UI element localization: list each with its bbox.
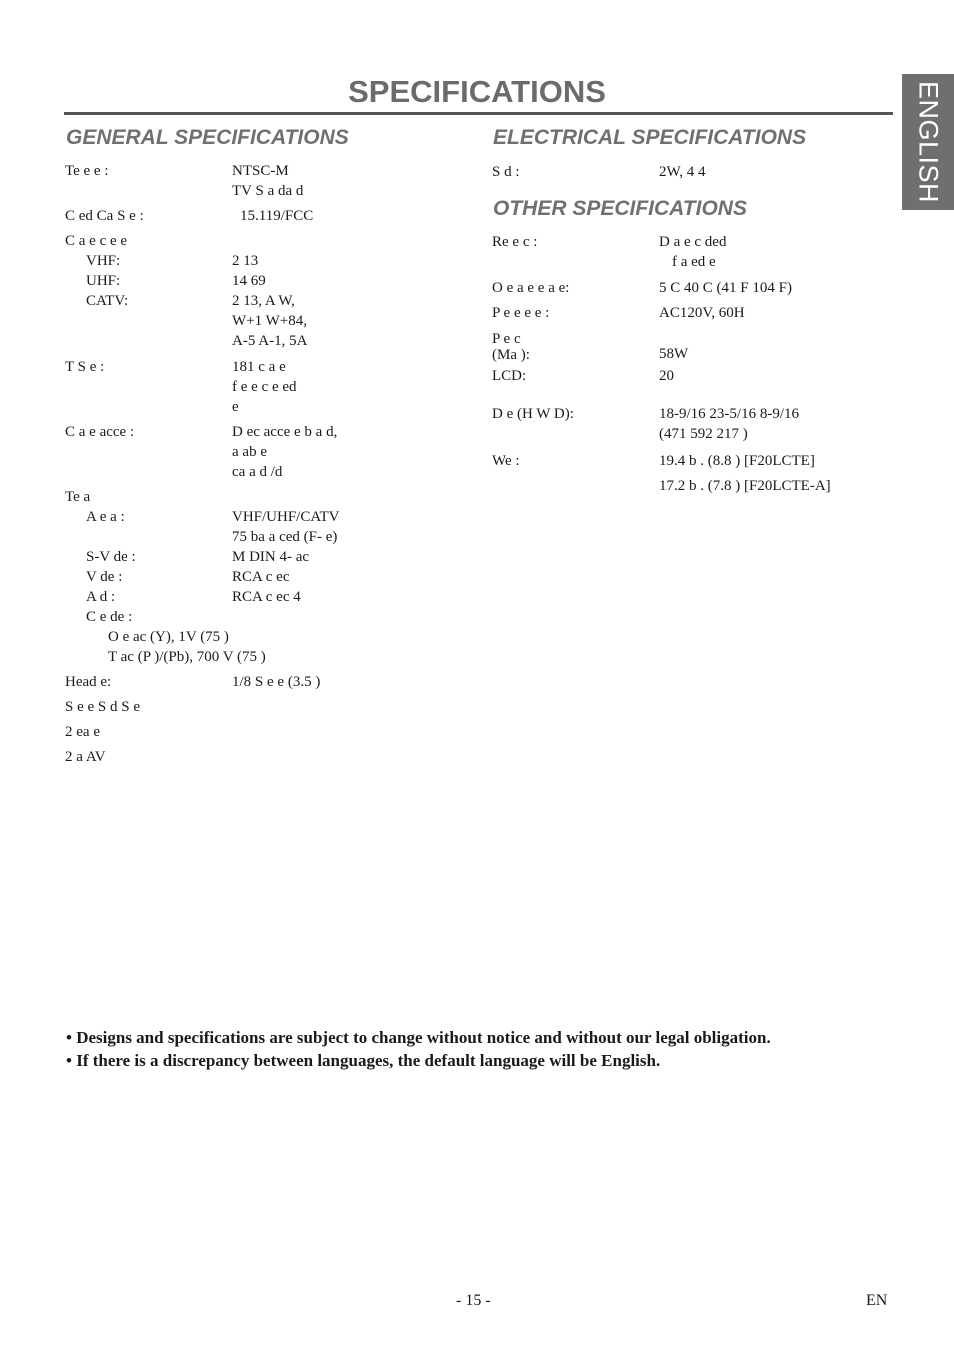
spec-label: Head e: [65,674,112,690]
page-title: SPECIFICATIONS [348,74,606,109]
other-specs-heading: OTHER SPECIFICATIONS [493,197,747,220]
notes-block [66,1026,771,1072]
language-side-tab-label: ENGLISH [913,80,944,204]
spec-value: D a e c ded [659,234,727,250]
spec-label: C a e c e e [65,233,128,249]
spec-label: UHF: [86,273,121,289]
spec-label: S-V de : [86,549,136,565]
spec-value: 18-9/16 23-5/16 8-9/16 [659,406,799,422]
general-specs-heading: GENERAL SPECIFICATIONS [66,126,349,149]
spec-label: C a e acce : [65,424,135,440]
spec-value: 19.4 b . (8.8 ) [F20LCTE] [659,453,815,469]
spec-value: 2 13 [232,253,259,269]
spec-value: 2 13, A W, [232,293,295,309]
note-design-change: • Designs and specifications are subject to change without notice and without our legal obligation. [66,1028,771,1047]
spec-label: 2 a AV [65,749,106,765]
spec-label: VHF: [86,253,121,269]
spec-label: (Ma ): [492,347,530,363]
spec-value: (471 592 217 ) [659,426,748,442]
spec-label: 2 ea e [65,724,100,740]
language-code: EN [866,1292,888,1309]
spec-value: 1/8 S e e (3.5 ) [232,674,321,690]
spec-value: f e e c e ed [232,379,297,395]
spec-label: LCD: [492,368,527,384]
spec-label: T S e : [65,359,105,375]
spec-value: f a ed e [672,254,716,270]
spec-value: e [232,399,239,415]
spec-value: 14 69 [232,273,266,289]
spec-value: 20 [659,368,674,384]
spec-value: M DIN 4- ac [232,549,310,565]
spec-value: 2W, 4 4 [659,164,706,180]
spec-value: RCA c ec 4 [232,589,301,605]
spec-label: O e ac (Y), 1V (75 ) [108,629,229,645]
spec-label: V de : [86,569,123,585]
spec-value: 181 c a e [232,359,286,375]
spec-value: ca a d /d [232,464,283,480]
spec-value: NTSC-M [232,163,289,179]
spec-value: 5 C 40 C (41 F 104 F) [659,280,792,296]
spec-label: P e e e e : [492,305,550,321]
spec-label: P e c [492,331,521,347]
spec-label: CATV: [86,293,129,309]
electrical-specs-heading: ELECTRICAL SPECIFICATIONS [493,126,807,149]
title-rule [64,112,893,115]
note-language-discrepancy: • If there is a discrepancy between languages, the default language will be English. [66,1051,661,1070]
spec-value: 75 ba a ced (F- e) [232,529,338,545]
spec-label: Re e c : [492,234,538,250]
spec-label: S e e S d S e [65,699,140,715]
language-side-tab [902,74,954,210]
spec-value: D ec acce e b a d, [232,424,338,440]
spec-label: C e de : [86,609,133,625]
spec-value: RCA c ec [232,569,290,585]
spec-label: A d : [86,589,116,605]
spec-label: T ac (P )/(Pb), 700 V (75 ) [108,649,266,665]
spec-value: 58W [659,346,689,362]
spec-label: S d : [492,164,520,180]
spec-value: 15.119/FCC [240,208,314,224]
spec-value: W+1 W+84, [232,313,307,329]
spec-value: TV S a da d [232,183,304,199]
spec-label: C ed Ca S e : [65,208,144,224]
spec-label: Te e e : [65,163,109,179]
spec-label: We : [492,453,520,469]
page-number: - 15 - [456,1292,491,1309]
spec-label: D e (H W D): [492,406,574,422]
spec-label: Te a [65,489,91,505]
spec-value: AC120V, 60H [659,305,745,321]
spec-label: O e a e e a e: [492,280,570,296]
spec-value: A-5 A-1, 5A [232,333,308,349]
spec-value: a ab e [232,444,267,460]
spec-value: 17.2 b . (7.8 ) [F20LCTE-A] [659,478,831,494]
spec-value: VHF/UHF/CATV [232,509,340,525]
spec-label: A e a : [86,509,125,525]
